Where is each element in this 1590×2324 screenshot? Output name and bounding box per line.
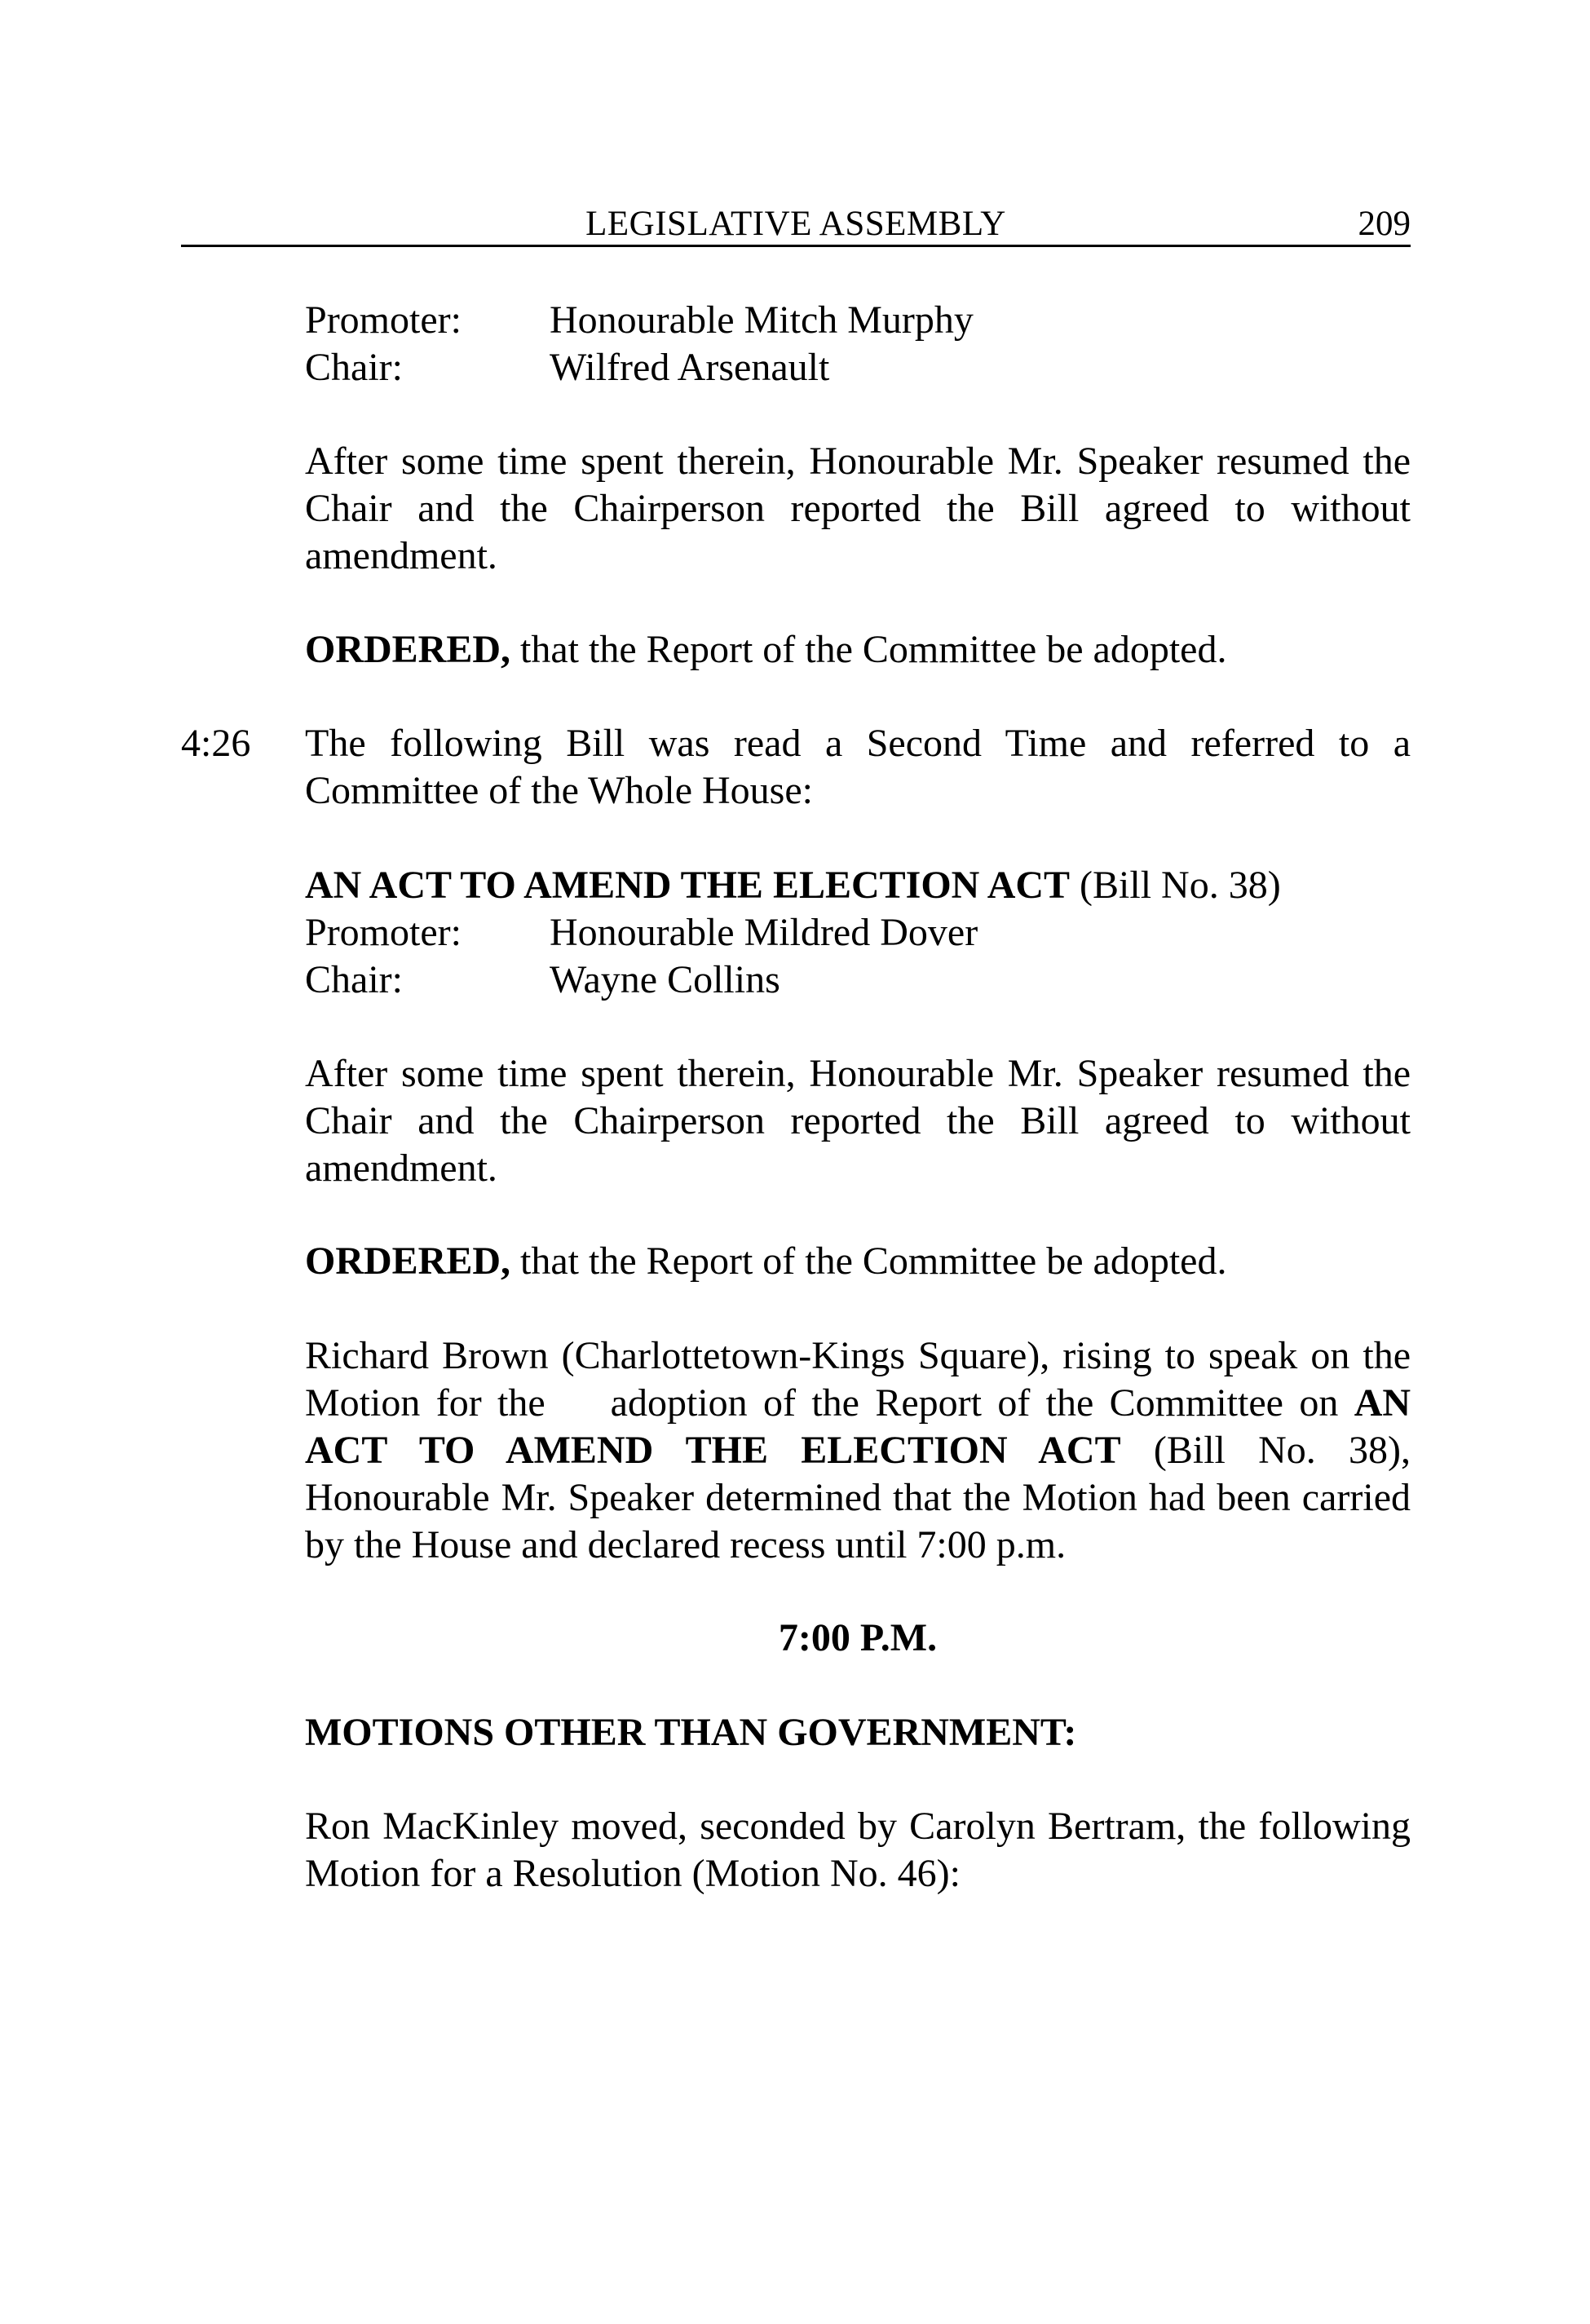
motion-paragraph [305, 1803, 1411, 1898]
committee-report-paragraph-2 [305, 1050, 1411, 1192]
header-title: LEGISLATIVE ASSEMBLY [585, 205, 1006, 243]
committee-report-paragraph-1 [305, 438, 1411, 580]
bill-title: AN ACT TO AMEND THE ELECTION ACT [305, 864, 1071, 907]
chair-label: Chair: [305, 958, 403, 1001]
paragraph-text: The following Bill was read a Second Time and referred to a Committee of the Whole House: [305, 722, 1411, 812]
chair-value: Wilfred Arsenault [550, 346, 830, 389]
chair-label: Chair: [305, 346, 403, 389]
recess-paragraph [305, 1332, 1411, 1569]
chair-row [305, 344, 1411, 391]
recess-text-part3: (Bill No. 38), Honourable Mr. Speaker determined that the Motion had been carried by the House and declared recess until 7:00 p.m. [305, 1429, 1411, 1566]
ordered-line-2 [305, 1238, 1411, 1285]
bill-number: (Bill No. 38) [1070, 864, 1281, 907]
ordered-text: that the Report of the Committee be adopted. [510, 1239, 1227, 1283]
chair-value: Wayne Collins [550, 958, 780, 1001]
bill-title-inline: AN ACT TO AMEND THE ELECTION ACT [305, 1381, 1411, 1472]
chair-row [305, 957, 1411, 1004]
promoter-label: Promoter: [305, 911, 462, 954]
bill-block [305, 862, 1411, 1004]
committee-info-1 [305, 297, 1411, 391]
paragraph-text: After some time spent therein, Honourable Mr. Speaker resumed the Chair and the Chairperson reported the Bill agreed to without amendment. [305, 1052, 1411, 1190]
promoter-label: Promoter: [305, 298, 462, 342]
paragraph-text: Ron MacKinley moved, seconded by Carolyn Bertram, the following Motion for a Resolution (Motion No. 46): [305, 1805, 1411, 1895]
promoter-row [305, 297, 1411, 344]
recess-text-part1: Richard Brown (Charlottetown-Kings Square), rising to speak on the Motion for the [305, 1334, 1411, 1425]
ordered-line-1 [305, 626, 1411, 674]
promoter-row [305, 909, 1411, 957]
time-stamp: 4:26 [181, 722, 251, 765]
ordered-text: that the Report of the Committee be adopted. [510, 628, 1227, 671]
promoter-value: Honourable Mitch Murphy [550, 298, 974, 342]
recess-text-part2: adoption of the Report of the Committee on [610, 1381, 1339, 1425]
promoter-value: Honourable Mildred Dover [550, 911, 978, 954]
page-number: 209 [1358, 205, 1411, 243]
second-reading-paragraph [305, 720, 1411, 815]
ordered-keyword: ORDERED, [305, 628, 511, 671]
page-header [181, 196, 1411, 247]
paragraph-text: After some time spent therein, Honourable Mr. Speaker resumed the Chair and the Chairperson reported the Bill agreed to without amendment. [305, 440, 1411, 577]
bill-title-row [305, 862, 1411, 909]
section-heading: MOTIONS OTHER THAN GOVERNMENT: [305, 1711, 1077, 1754]
ordered-keyword: ORDERED, [305, 1239, 511, 1283]
time-heading: 7:00 P.M. [778, 1616, 938, 1659]
